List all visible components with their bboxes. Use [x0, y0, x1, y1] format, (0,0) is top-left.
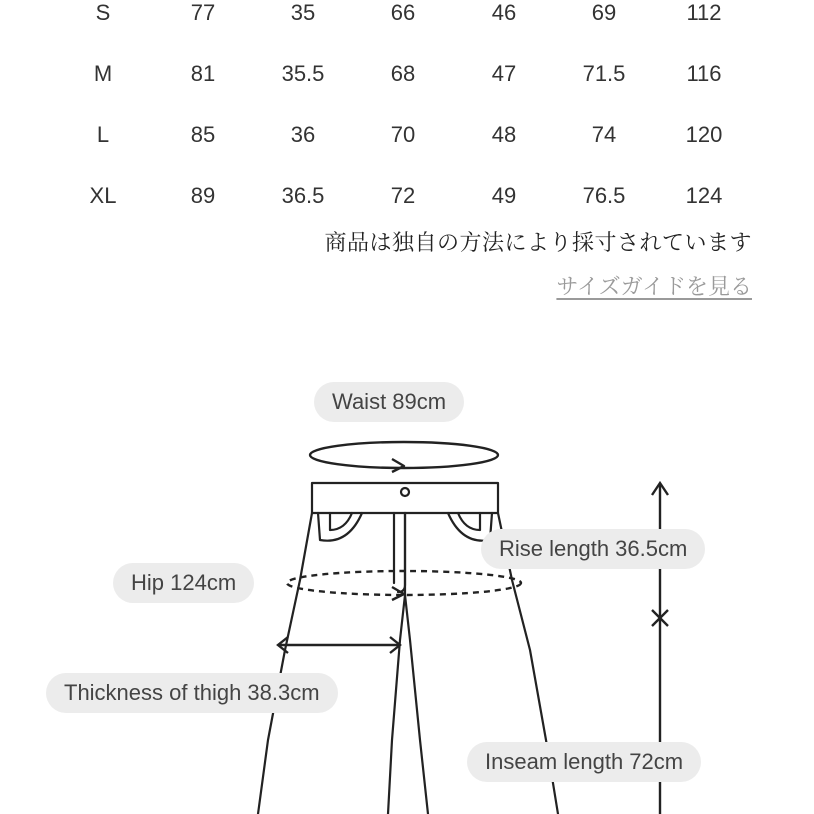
- table-cell: 120: [685, 122, 723, 147]
- inseam-label: Inseam length 72cm: [467, 742, 701, 782]
- table-cell: 49: [491, 183, 517, 208]
- table-cell: 74: [591, 122, 617, 147]
- table-cell: 76.5: [582, 183, 626, 208]
- hip-label: Hip 124cm: [113, 563, 254, 603]
- waist-label: Waist 89cm: [314, 382, 464, 422]
- table-cell: 72: [390, 183, 416, 208]
- table-cell: 69: [591, 0, 617, 25]
- table-cell: 47: [491, 61, 517, 86]
- table-cell: 46: [491, 0, 517, 25]
- table-cell: 68: [390, 61, 416, 86]
- table-cell: 36: [290, 122, 316, 147]
- table-cell: 48: [491, 122, 517, 147]
- table-cell: 66: [390, 0, 416, 25]
- measurement-note: 商品は独自の方法により採寸されています: [324, 231, 752, 256]
- button-icon: [401, 488, 409, 496]
- table-cell: 70: [390, 122, 416, 147]
- table-cell: 36.5: [281, 183, 325, 208]
- waist-measure: [310, 442, 498, 472]
- table-cell: 124: [685, 183, 723, 208]
- table-cell: 85: [190, 122, 216, 147]
- table-cell: 77: [190, 0, 216, 25]
- table-cell: 35.5: [281, 61, 325, 86]
- pants-outline: [258, 513, 312, 814]
- size-guide-link[interactable]: サイズガイドを見る: [556, 275, 752, 300]
- table-cell: 81: [190, 61, 216, 86]
- table-cell: 112: [686, 0, 722, 25]
- size-label: L: [96, 122, 110, 147]
- rise-label: Rise length 36.5cm: [481, 529, 705, 569]
- table-cell: 89: [190, 183, 216, 208]
- thigh-measure: [278, 637, 400, 653]
- table-cell: 35: [290, 0, 316, 25]
- thigh-label: Thickness of thigh 38.3cm: [46, 673, 338, 713]
- size-label: S: [95, 0, 111, 25]
- table-cell: 71.5: [582, 61, 626, 86]
- table-cell: 116: [686, 61, 722, 86]
- size-label: M: [93, 61, 113, 86]
- size-label: XL: [89, 183, 117, 208]
